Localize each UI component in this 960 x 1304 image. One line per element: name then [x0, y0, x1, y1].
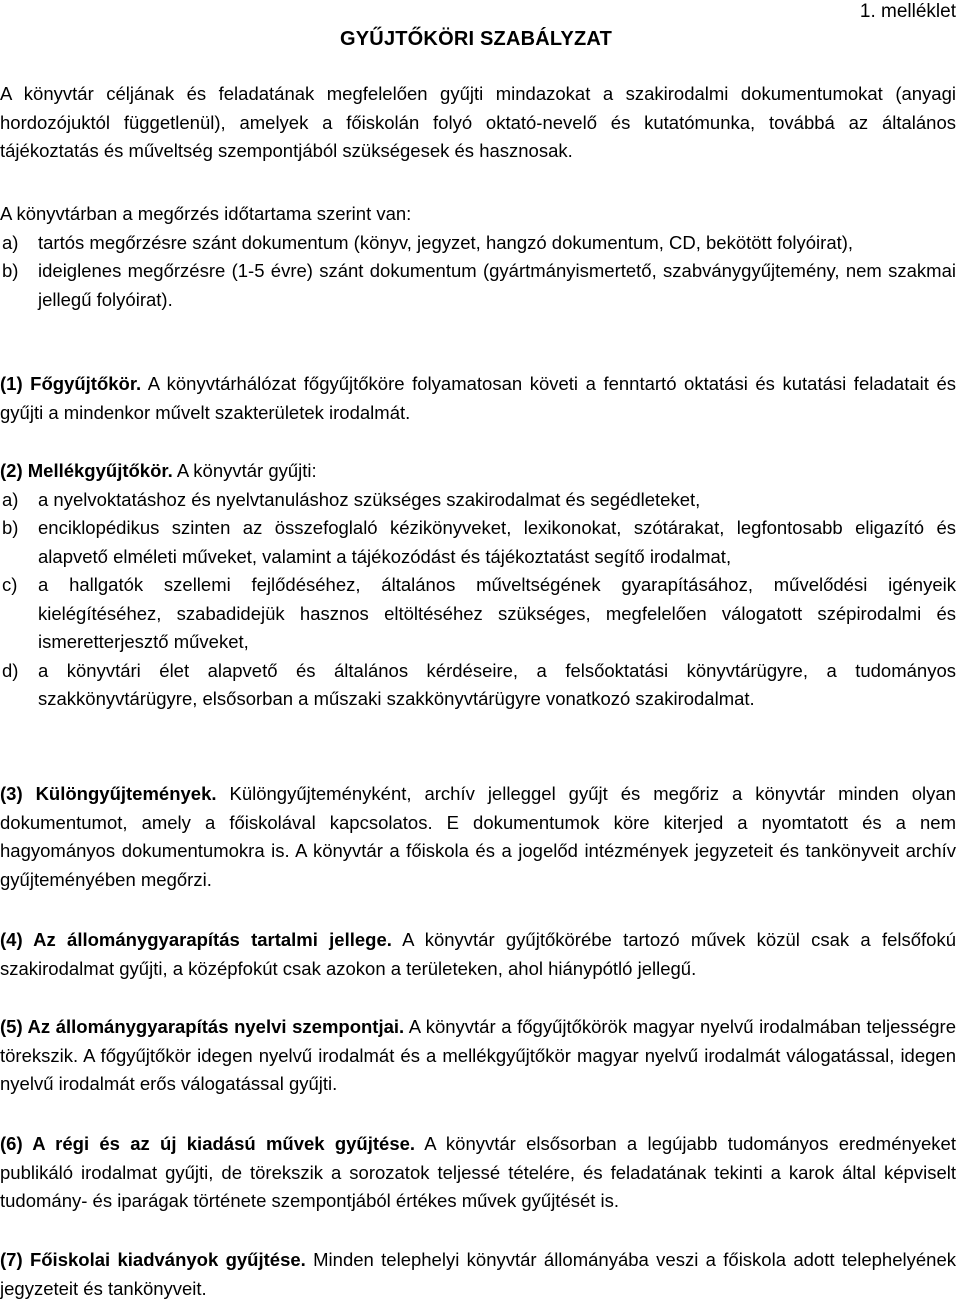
section-text: A könyvtárhálózat főgyűjtőköre folyamatosan követi a fenntartó oktatási és kutatási feladatait és gyűjti a mindenkor művelt szakterületek irodalmát. — [0, 373, 957, 423]
list-text: a könyvtári élet alapvető és általános kérdéseire, a felsőoktatási könyvtárügyre, a tudományos szakkönyvtárügyre, elsősorban a műszaki szakkönyvtárügyre vonatkozó szakirodalmat. — [38, 659, 956, 709]
page-title: GYŰJTŐKÖRI SZABÁLYZAT — [340, 28, 612, 50]
list-text: ideiglenes megőrzésre (1-5 évre) szánt dokumentum (gyártmányismertető, szabványgyűjtemény, nem szakmai jellegű folyóirat). — [38, 260, 956, 310]
list-item — [0, 657, 956, 714]
section-heading: (5) Az állománygyarapítás nyelvi szempontjai. — [0, 1016, 405, 1037]
list-text: a hallgatók szellemi fejlődéséhez, általános műveltségének gyarapításához, művelődési igényeik kielégítéséhez, szabadidejük hasznos eltöltéséhez szükséges, megfelelően válogatott szépirodalmi és ismeretterjesztő műveket, — [38, 574, 956, 652]
list-marker: c) — [2, 574, 18, 595]
section-text: A könyvtár gyűjtőkörébe tartozó művek közül csak a felsőfokú szakirodalmat gyűjti, a középfokút csak azokon a területeken, ahol hiánypótló jellegű. — [0, 929, 957, 979]
section-heading: (6) A régi és az új kiadású művek gyűjtése. — [0, 1133, 416, 1154]
list-item — [0, 486, 956, 515]
section-2 — [0, 457, 956, 714]
section-text: A könyvtár a főgyűjtőkörök magyar nyelvű irodalmában teljességre törekszik. A főgyűjtőkör idegen nyelvű irodalmát és a mellékgyűjtőkör magyar nyelvű irodalmát válogatással, idegen nyelvű irodalmát erős válogatással gyűjti. — [0, 1016, 956, 1094]
section-heading: (7) Főiskolai kiadványok gyűjtése. — [0, 1249, 306, 1270]
section-heading: (2) Mellékgyűjtőkör. — [0, 460, 173, 481]
section-1 — [0, 370, 956, 427]
section-6 — [0, 1130, 956, 1216]
intro-paragraph: A könyvtár céljának és feladatának megfelelően gyűjti mindazokat a szakirodalmi dokumentumokat (anyagi hordozójuktól függetlenül), amelyek a főiskolán folyó oktató-nevelő és kutatómunka, továbbá az általános tájékoztatás és műveltség szempontjából szükségesek és hasznosak. — [0, 83, 956, 161]
section-7 — [0, 1246, 956, 1303]
list-text: enciklopédikus szinten az összefoglaló kézikönyveket, lexikonokat, szótárakat, legfontosabb eligazító és alapvető elméleti műveket, valamint a tájékozódást és tájékoztatást segítő irodalmat, — [38, 517, 956, 567]
section-text: Minden telephelyi könyvtár állományába veszi a főiskola adott telephelyének jegyzeteit és tankönyveit. — [0, 1249, 956, 1299]
list-marker: d) — [2, 659, 19, 681]
section-heading: (3) Különgyűjtemények. — [0, 783, 217, 804]
list-marker: b) — [2, 517, 19, 538]
section-3 — [0, 780, 956, 894]
list-item — [0, 571, 956, 657]
list-item — [0, 514, 956, 571]
section-heading: (1) Főgyűjtőkör. — [0, 373, 142, 394]
section-4 — [0, 926, 956, 983]
section-text: A könyvtár elsősorban a legújabb tudományos eredményeket publikáló irodalmat gyűjti, de törekszik a sorozatok teljessé tételére, és feladatának tekinti a karok által képviselt tudomány- és iparágak története szempontjából értékes művek gyűjtését is. — [0, 1133, 956, 1211]
list-marker: b) — [2, 260, 19, 281]
list-marker: a) — [2, 488, 19, 510]
section-text: A könyvtár gyűjti: — [172, 460, 317, 481]
section-5 — [0, 1013, 956, 1099]
list-text: a nyelvoktatáshoz és nyelvtanuláshoz szükséges szakirodalmat és segédleteket, — [38, 488, 701, 510]
section-text: Különgyűjteményként, archív jelleggel gyűjt és megőriz a könyvtár minden olyan dokumentumot, amely a főiskolával kapcsolatos. E dokumentumok köre kiterjed a nyomtatott és a nem hagyományos dokumentumokra is. A könyvtár a főiskola és a jogelőd intézmények jegyzeteit és tankönyveit archív gyűjteményében megőrzi. — [0, 783, 956, 890]
list-marker: a) — [2, 231, 19, 253]
retention-section — [0, 200, 956, 314]
annex-label: 1. melléklet — [859, 1, 956, 22]
retention-lead: A könyvtárban a megőrzés időtartama szerint van: — [0, 203, 412, 224]
list-item — [0, 229, 956, 258]
list-item — [0, 257, 956, 314]
list-text: tartós megőrzésre szánt dokumentum (könyv, jegyzet, hangzó dokumentum, CD, bekötött folyóirat), — [38, 231, 854, 253]
section-heading: (4) Az állománygyarapítás tartalmi jellege. — [0, 929, 392, 950]
